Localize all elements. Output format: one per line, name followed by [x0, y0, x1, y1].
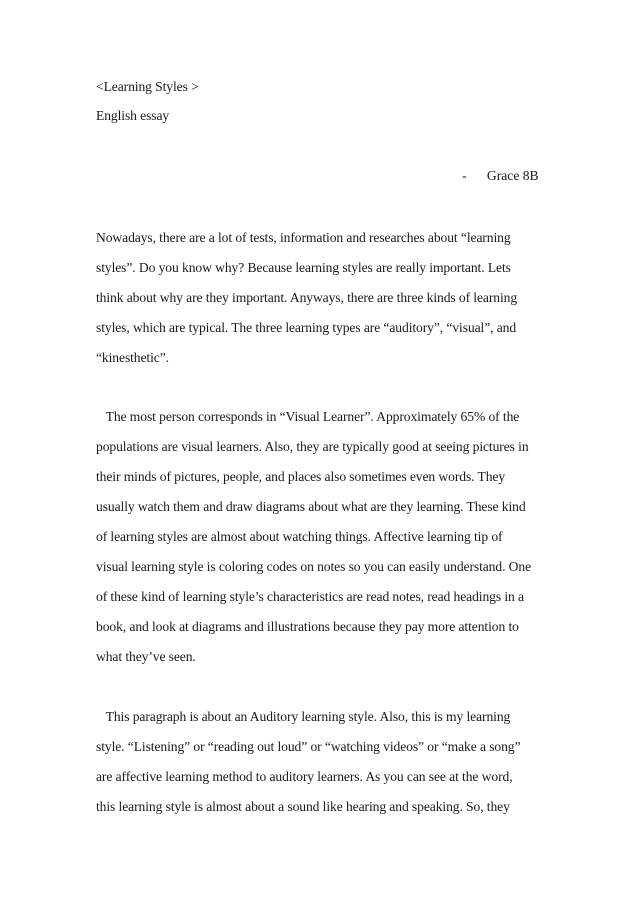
paragraph-2-line-1: The most person corresponds in “Visual Learner”. Approximately 65% of the — [96, 409, 520, 424]
essay-title: <Learning Styles > — [96, 79, 199, 94]
paragraph-1-line-5: “kinesthetic”. — [96, 350, 169, 365]
author-dash: - — [462, 168, 467, 183]
paragraph-2-line-6: visual learning style is coloring codes on notes so you can easily understand. One — [96, 559, 532, 574]
paragraph-3-line-4: this learning style is almost about a sound like hearing and speaking. So, they — [96, 799, 510, 814]
paragraph-2-line-5: of learning styles are almost about watching things. Affective learning tip of — [96, 529, 503, 544]
paragraph-1-line-2: styles”. Do you know why? Because learning styles are really important. Lets — [96, 260, 511, 275]
paragraph-3-line-1: This paragraph is about an Auditory learning style. Also, this is my learning — [96, 709, 511, 724]
paragraph-3-line-3: are affective learning method to auditory learners. As you can see at the word, — [96, 769, 513, 784]
paragraph-1-line-4: styles, which are typical. The three learning types are “auditory”, “visual”, and — [96, 320, 517, 335]
paragraph-2-line-3: their minds of pictures, people, and places also sometimes even words. They — [96, 469, 506, 484]
paragraph-3-line-2: style. “Listening” or “reading out loud” or “watching videos” or “make a song” — [96, 739, 521, 754]
author-name: Grace 8B — [486, 168, 539, 183]
paragraph-1-line-3: think about why are they important. Anyways, there are three kinds of learning — [96, 290, 518, 305]
essay-subtitle: English essay — [96, 108, 170, 123]
author-line — [462, 168, 539, 184]
paragraph-2-line-9: what they’ve seen. — [96, 649, 196, 664]
paragraph-1-line-1: Nowadays, there are a lot of tests, information and researches about “learning — [96, 230, 511, 245]
paragraph-2-line-4: usually watch them and draw diagrams about what are they learning. These kind — [96, 499, 526, 514]
paragraph-2-line-8: book, and look at diagrams and illustrations because they pay more attention to — [96, 619, 519, 634]
paragraph-2-line-2: populations are visual learners. Also, they are typically good at seeing pictures in — [96, 439, 529, 454]
paragraph-2-line-7: of these kind of learning style’s characteristics are read notes, read headings in a — [96, 589, 524, 604]
